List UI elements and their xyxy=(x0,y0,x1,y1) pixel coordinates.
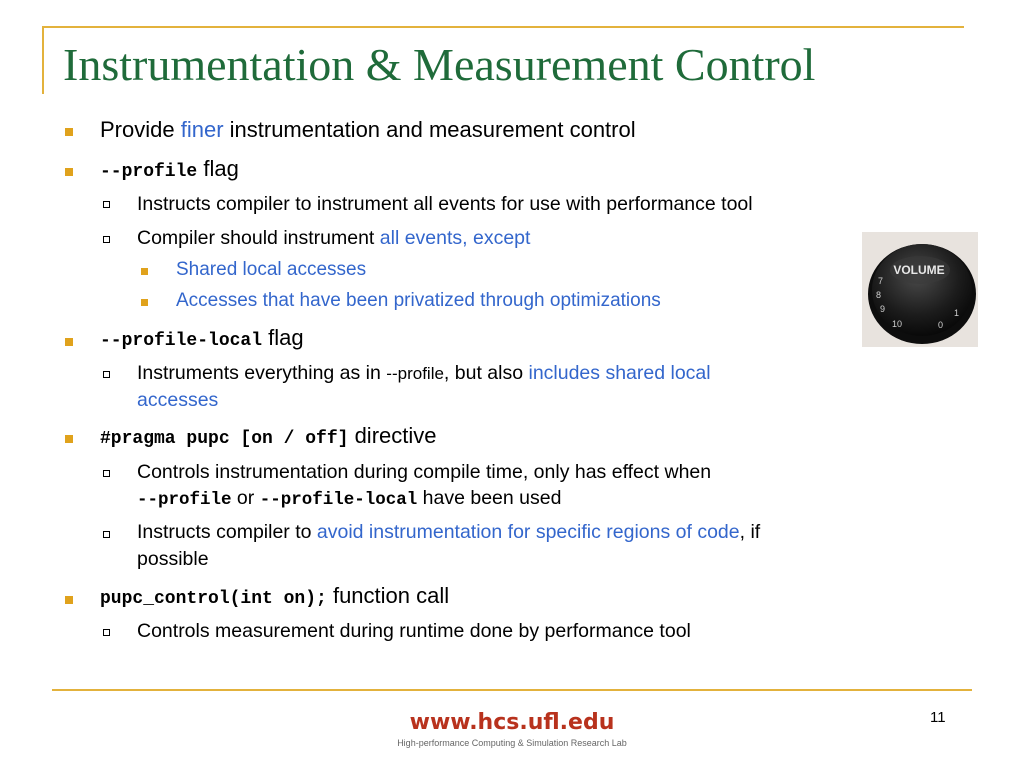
bullet-finer-control: Provide finer instrumentation and measurement control xyxy=(100,117,636,142)
sub-bullet-instruments-everything: Instruments everything as in --profile, but also includes shared local xyxy=(137,362,711,384)
sub-bullet-marker xyxy=(103,531,110,538)
footer-rule xyxy=(52,689,972,691)
sub-sub-bullet-shared-local: Shared local accesses xyxy=(176,259,367,280)
bullet-marker xyxy=(65,435,73,443)
knob-number: 7 xyxy=(878,276,884,286)
sub-bullet-marker xyxy=(103,236,110,243)
footer-subtitle: High-performance Computing & Simulation Research Lab xyxy=(397,738,627,748)
knob-number: 0 xyxy=(938,320,944,330)
sub-bullet-marker xyxy=(103,629,110,636)
knob-number: 10 xyxy=(892,319,903,329)
sub-sub-bullet-marker xyxy=(141,268,148,275)
slide-title: Instrumentation & Measurement Control xyxy=(63,39,816,90)
sub-bullet-instruments-everything-cont: accesses xyxy=(137,389,219,411)
sub-sub-bullet-privatized: Accesses that have been privatized through optimizations xyxy=(176,290,661,311)
bullet-marker xyxy=(65,596,73,604)
sub-sub-bullet-marker xyxy=(141,299,148,306)
sub-bullet-controls-compile: Controls instrumentation during compile time, only has effect when xyxy=(137,461,712,483)
knob-number: 8 xyxy=(876,290,882,300)
footer-url-link[interactable]: www.hcs.ufl.edu xyxy=(409,710,615,735)
sub-bullet-marker xyxy=(103,371,110,378)
bullet-marker xyxy=(65,168,73,176)
sub-bullet-controls-compile-cont: --profile or --profile-local have been used xyxy=(137,487,562,510)
volume-knob-icon xyxy=(862,232,978,347)
bullet-marker xyxy=(65,338,73,346)
sub-bullet-marker xyxy=(103,201,110,208)
page-number: 11 xyxy=(930,709,946,726)
sub-bullet-controls-measurement: Controls measurement during runtime done by performance tool xyxy=(137,620,691,642)
bullet-pupc-control: pupc_control(int on); function call xyxy=(100,583,450,609)
bullet-marker xyxy=(65,128,73,136)
sub-bullet-instruct-all: Instructs compiler to instrument all events for use with performance tool xyxy=(137,193,753,215)
volume-knob-image xyxy=(862,232,978,347)
sub-bullet-marker xyxy=(103,470,110,477)
bullet-profile-flag: --profile flag xyxy=(100,156,239,182)
bullet-profile-local-flag: --profile-local flag xyxy=(100,325,304,351)
knob-number: 1 xyxy=(954,308,960,318)
bullet-pragma-directive: #pragma pupc [on / off] directive xyxy=(100,423,437,449)
knob-number: 9 xyxy=(880,304,886,314)
sub-bullet-avoid-instrumentation-cont: possible xyxy=(137,548,209,570)
sub-bullet-should-instrument: Compiler should instrument all events, except xyxy=(137,227,531,249)
sub-bullet-avoid-instrumentation: Instructs compiler to avoid instrumentation for specific regions of code, if xyxy=(137,521,761,543)
knob-label: VOLUME xyxy=(893,263,945,277)
